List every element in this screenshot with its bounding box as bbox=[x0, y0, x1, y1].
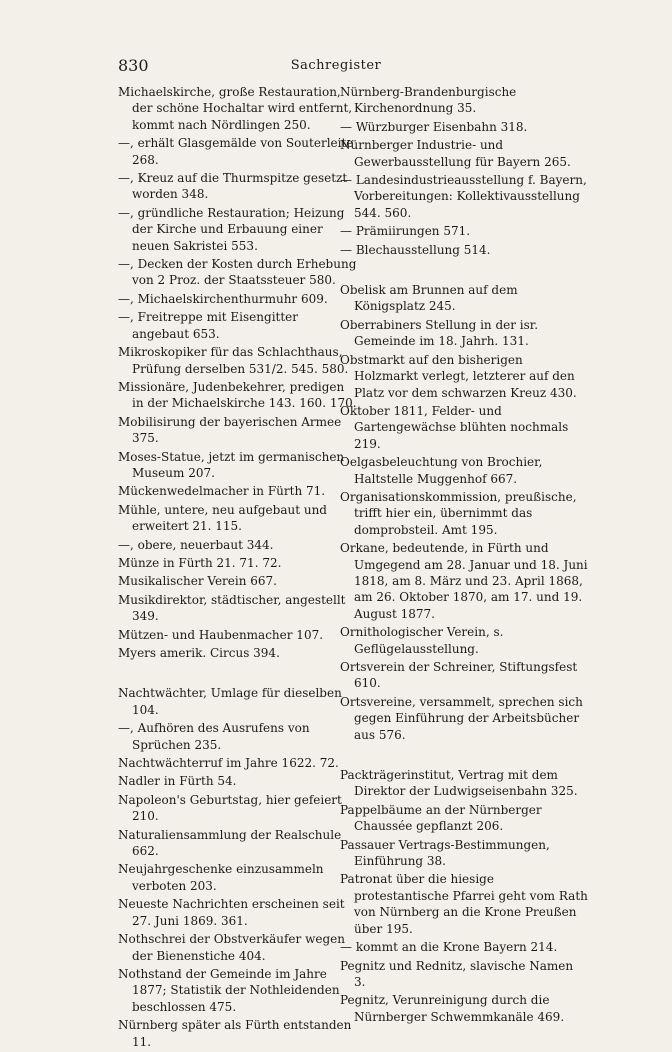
index-entry: —, Michaelskirchenthurmuhr 609. bbox=[118, 291, 328, 306]
index-entry: Mützen- und Haubenmacher 107. bbox=[118, 627, 324, 642]
index-entry: Musikdirektor, städtischer, angestellt 349. bbox=[118, 592, 346, 624]
index-entry: — Prämiirungen 571. bbox=[340, 224, 471, 239]
index-entry: Musikalischer Verein 667. bbox=[118, 574, 277, 589]
index-entry: Münze in Fürth 21. 71. 72. bbox=[118, 555, 282, 570]
index-entry: Ortsvereine, versammelt, sprechen sich gegen Einführung der Arbeitsbücher aus 576. bbox=[340, 694, 583, 742]
index-entry: Neueste Nachrichten erscheinen seit 27. Juni 1869. 361. bbox=[118, 897, 345, 928]
index-column-right bbox=[340, 84, 588, 1027]
index-entry: —, gründliche Restauration; Heizung der Kirche und Erbauung einer neuen Sakristei 553. bbox=[118, 205, 345, 253]
index-entry: —, Decken der Kosten durch Erhebung von 2 Proz. der Staatssteuer 580. bbox=[118, 257, 357, 288]
index-entry: Neujahrgeschenke einzusammeln verboten 203. bbox=[118, 862, 324, 893]
running-head: Sachregister bbox=[290, 58, 382, 73]
index-entry: Oberrabiners Stellung in der isr. Gemeinde im 18. Jahrh. 131. bbox=[340, 317, 539, 349]
section-gap bbox=[340, 745, 588, 767]
index-entry: Pegnitz, Verunreinigung durch die Nürnberger Schwemmkanäle 469. bbox=[340, 993, 565, 1024]
index-entry: —, erhält Glasgemälde von Souterleite 268. bbox=[118, 136, 354, 167]
index-entry: Pappelbäume an der Nürnberger Chaussée gepflanzt 206. bbox=[340, 802, 542, 834]
page-number: 830 bbox=[118, 56, 149, 75]
index-entry: Nothschrei der Obstverkäufer wegen der Bienenstiche 404. bbox=[118, 932, 345, 963]
index-entry: Oelgasbeleuchtung von Brochier, Haltstelle Muggenhof 667. bbox=[340, 455, 543, 486]
index-entry: Ornithologischer Verein, s. Geflügelausstellung. bbox=[340, 625, 504, 656]
index-entry: Nürnberger Industrie- und Gewerbausstellung für Bayern 265. bbox=[340, 138, 571, 169]
index-entry: Nadler in Fürth 54. bbox=[118, 774, 237, 789]
section-gap bbox=[118, 663, 358, 685]
index-entry: —, obere, neuerbaut 344. bbox=[118, 537, 274, 552]
index-entry: Orkane, bedeutende, in Fürth und Umgegend am 28. Januar und 18. Juni 1818, am 8. März und 23. April 1868, am 26. Oktober 1870, am 17. und 19. August 1877. bbox=[340, 541, 588, 621]
index-entry: Nachtwächterruf im Jahre 1622. 72. bbox=[118, 756, 339, 771]
index-entry: Ortsverein der Schreiner, Stiftungsfest 610. bbox=[340, 660, 578, 691]
index-entry: Nürnberg später als Fürth entstanden 11. bbox=[118, 1018, 352, 1049]
index-entry: Patronat über die hiesige protestantische Pfarrei geht vom Rath von Nürnberg an die Krone Preußen über 195. bbox=[340, 872, 588, 936]
index-entry: Passauer Vertrags-Bestimmungen, Einführung 38. bbox=[340, 837, 550, 869]
index-entry: Obstmarkt auf den bisherigen Holzmarkt verlegt, letzterer auf den Platz vor dem schwarzen Kreuz 430. bbox=[340, 352, 577, 400]
index-entry: Organisationskommission, preußische, trifft hier ein, übernimmt das domprobsteil. Amt 195. bbox=[340, 489, 577, 537]
index-entry: —, Kreuz auf die Thurmspitze gesetzt worden 348. bbox=[118, 171, 348, 202]
index-entry: Michaelskirche, große Restauration, der schöne Hochaltar wird entfernt, kommt nach Nördlingen 250. bbox=[118, 85, 353, 132]
section-gap bbox=[340, 260, 588, 282]
index-entry: — Blechausstellung 514. bbox=[340, 242, 491, 257]
index-entry: — Landesindustrieausstellung f. Bayern, Vorbereitungen: Kollektivausstellung 544. 560. bbox=[340, 173, 587, 220]
index-entry: Oktober 1811, Felder- und Gartengewächse blühten nochmals 219. bbox=[340, 403, 569, 451]
index-entry: Moses-Statue, jetzt im germanischen Museum 207. bbox=[118, 449, 345, 480]
index-entry: — kommt an die Krone Bayern 214. bbox=[340, 940, 558, 955]
index-entry: Nachtwächter, Umlage für dieselben 104. bbox=[118, 686, 342, 717]
index-entry: Mückenwedelmacher in Fürth 71. bbox=[118, 484, 326, 499]
index-entry: —, Freitreppe mit Eisengitter angebaut 653. bbox=[118, 310, 299, 341]
index-entry: Missionäre, Judenbekehrer, predigen in der Michaelskirche 143. 160. 170. bbox=[118, 379, 357, 411]
index-entry: Packträgerinstitut, Vertrag mit dem Direktor der Ludwigseisenbahn 325. bbox=[340, 768, 578, 799]
index-entry: Mikroskopiker für das Schlachthaus, Prüfung derselben 531/2. 545. 580. bbox=[118, 345, 349, 376]
index-entry: Napoleon's Geburtstag, hier gefeiert 210. bbox=[118, 792, 342, 824]
index-entry: Pegnitz und Rednitz, slavische Namen 3. bbox=[340, 958, 574, 989]
index-entry: Myers amerik. Circus 394. bbox=[118, 646, 280, 660]
index-entry: Mühle, untere, neu aufgebaut und erweitert 21. 115. bbox=[118, 502, 327, 534]
index-entry: — Würzburger Eisenbahn 318. bbox=[340, 119, 528, 134]
index-entry: —, Aufhören des Ausrufens von Sprüchen 235. bbox=[118, 721, 310, 752]
index-entry: Mobilisirung der bayerischen Armee 375. bbox=[118, 414, 342, 446]
index-entry: Naturaliensammlung der Realschule 662. bbox=[118, 827, 342, 859]
index-entry: Nürnberg-Brandenburgische Kirchenordnung 35. bbox=[340, 85, 517, 116]
index-entry: Nothstand der Gemeinde im Jahre 1877; Statistik der Nothleidenden beschlossen 475. bbox=[118, 966, 340, 1014]
index-column-left bbox=[118, 84, 358, 1052]
index-entry: Obelisk am Brunnen auf dem Königsplatz 245. bbox=[340, 283, 518, 314]
